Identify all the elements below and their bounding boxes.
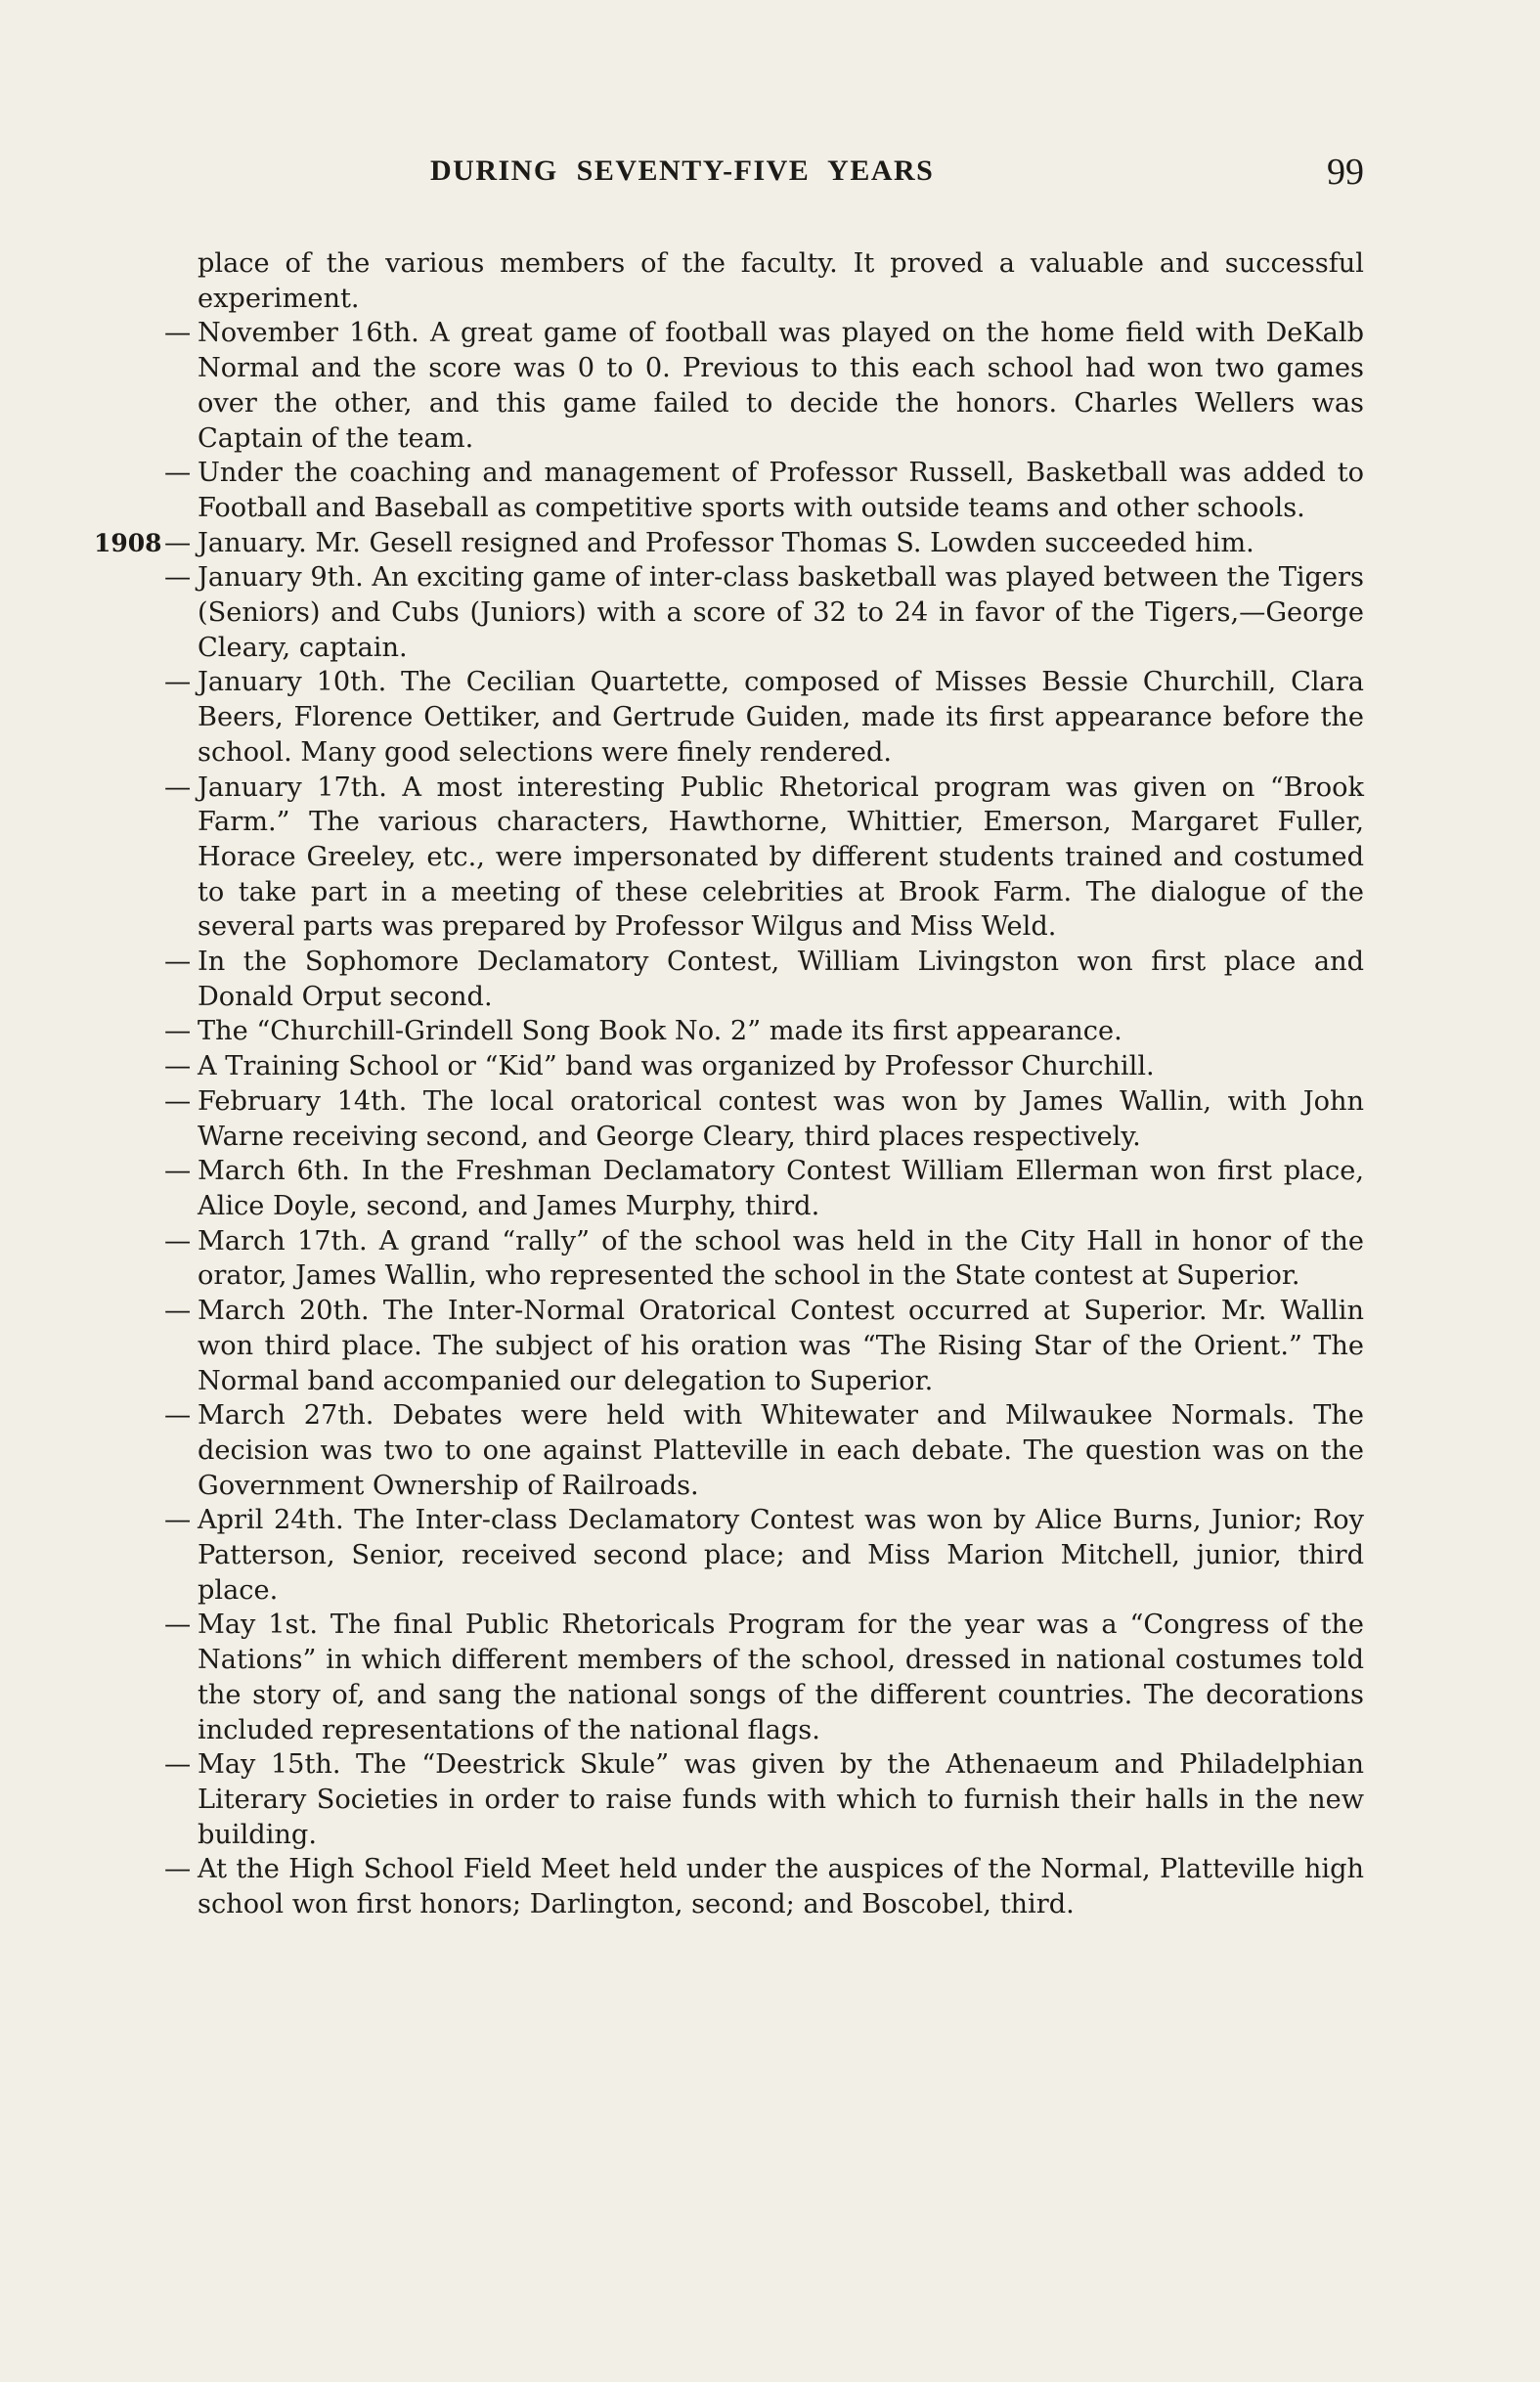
entry-may-1 — [164, 1608, 1364, 1747]
entry-dash: — — [164, 1854, 192, 1885]
entry-text: March 17th. A grand “rally” of the school was held in the City Hall in honor of the orator, James Wallin, who represented the school in the State contest at Superior. — [198, 1225, 1364, 1292]
entry-basketball — [164, 456, 1364, 525]
entry-song-book — [164, 1014, 1364, 1049]
entry-text: The “Churchill-Grindell Song Book No. 2” made its first appearance. — [198, 1016, 1122, 1047]
entry-text: March 6th. In the Freshman Declamatory Contest William Ellerman won first place, Alice Doyle, second, and James Murphy, third. — [198, 1156, 1364, 1221]
entry-sophomore-contest — [164, 945, 1364, 1014]
entry-text: March 27th. Debates were held with Whitewater and Milwaukee Normals. The decision was two to one against Platteville in each debate. The question was on the Government Ownership of Railroads. — [198, 1400, 1364, 1501]
entry-dash: — — [164, 527, 192, 558]
page-number: 99 — [1327, 152, 1364, 193]
entry-march-27 — [164, 1398, 1364, 1503]
entry-dash: — — [164, 1225, 192, 1257]
entry-text: January. Mr. Gesell resigned and Professor Thomas S. Lowden succeeded him. — [198, 527, 1254, 558]
entry-text: February 14th. The local oratorical contest was won by James Wallin, with John Warne receiving second, and George Cleary, third places respectively. — [198, 1085, 1364, 1152]
entry-dash: — — [164, 1156, 192, 1187]
entry-january-17 — [164, 771, 1364, 946]
entry-field-meet — [164, 1852, 1364, 1921]
entry-dash: — — [164, 1085, 192, 1117]
entry-dash: — — [164, 947, 192, 978]
entry-text: May 15th. The “Deestrick Skule” was given by the Athenaeum and Philadelphian Literary Societies in order to raise funds with which to furnish their halls in the new building. — [198, 1749, 1364, 1850]
entry-dash: — — [164, 562, 192, 594]
entry-text: place of the various members of the faculty. It proved a valuable and successful experiment. — [198, 248, 1364, 314]
entry-kid-band — [164, 1049, 1364, 1084]
entry-dash: — — [164, 1505, 192, 1536]
entry-text: January 17th. A most interesting Public Rhetorical program was given on “Brook Farm.” The various characters, Hawthorne, Whittier, Emerson, Margaret Fuller, Horace Greeley, etc., were impersonated by different students trained and costumed to take part in a meeting of these celebrities at Brook Farm. The dialogue of the several parts was prepared by Professor Wilgus and Miss Weld. — [198, 772, 1364, 943]
entry-text: January 10th. The Cecilian Quartette, composed of Misses Bessie Churchill, Clara Beers, Florence Oettiker, and Gertrude Guiden, made its first appearance before the school. Many good selections were finely rendered. — [198, 667, 1364, 768]
entry-april-24 — [164, 1503, 1364, 1608]
entry-text: At the High School Field Meet held under the auspices of the Normal, Platteville high school won first honors; Darlington, second; and Boscobel, third. — [198, 1854, 1364, 1920]
entry-text: In the Sophomore Declamatory Contest, William Livingston won first place and Donald Orput second. — [198, 947, 1364, 1012]
entry-dash: — — [164, 1051, 192, 1082]
entry-march-17 — [164, 1224, 1364, 1294]
entry-continuation — [198, 246, 1364, 316]
entry-text: March 20th. The Inter-Normal Oratorical Contest occurred at Superior. Mr. Wallin won third place. The subject of his oration was “The Rising Star of the Orient.” The Normal band accompanied our delegation to Superior. — [198, 1296, 1364, 1396]
entry-dash: — — [164, 1400, 192, 1432]
entry-dash: — — [164, 1296, 192, 1327]
entry-dash: — — [164, 772, 192, 803]
chronicle-entries — [94, 246, 1364, 1922]
entry-dash: — — [164, 458, 192, 489]
entry-may-15 — [164, 1747, 1364, 1852]
entry-text: May 1st. The final Public Rhetoricals Program for the year was a “Congress of the Nations” in which different members of the school, dressed in national costumes told the story of, and sang the national songs of the different countries. The decorations included representations of the national flags. — [198, 1610, 1364, 1745]
entry-dash: — — [164, 1016, 192, 1047]
entry-dash: — — [164, 667, 192, 698]
entry-march-20 — [164, 1294, 1364, 1398]
year-marker: 1908 — [94, 528, 162, 557]
entry-dash: — — [164, 1610, 192, 1641]
entry-text: November 16th. A great game of football was played on the home field with DeKalb Normal and the score was 0 to 0. Previous to this each school had won two games over the other, and this game failed to decide the honors. Charles Wellers was Captain of the team. — [198, 318, 1364, 454]
entry-dash: — — [164, 1749, 192, 1781]
entry-march-6 — [164, 1154, 1364, 1223]
entry-dash: — — [164, 318, 192, 349]
running-title: DURING SEVENTY-FIVE YEARS — [430, 154, 935, 187]
entry-november-16 — [164, 316, 1364, 456]
entry-january-9 — [164, 560, 1364, 665]
entry-1908-january — [94, 526, 1364, 561]
entry-text: Under the coaching and management of Professor Russell, Basketball was added to Football and Baseball as competitive sports with outside teams and other schools. — [198, 458, 1364, 523]
entry-january-10 — [164, 665, 1364, 770]
entry-february-14 — [164, 1084, 1364, 1154]
entry-text: April 24th. The Inter-class Declamatory Contest was won by Alice Burns, Junior; Roy Patterson, Senior, received second place; and Miss Marion Mitchell, junior, third place. — [198, 1505, 1364, 1606]
entry-text: January 9th. An exciting game of inter-class basketball was played between the Tigers (Seniors) and Cubs (Juniors) with a score of 32 to 24 in favor of the Tigers,—George Cleary, captain. — [198, 562, 1364, 663]
running-head — [196, 154, 1364, 198]
entry-text: A Training School or “Kid” band was organized by Professor Churchill. — [198, 1051, 1155, 1082]
